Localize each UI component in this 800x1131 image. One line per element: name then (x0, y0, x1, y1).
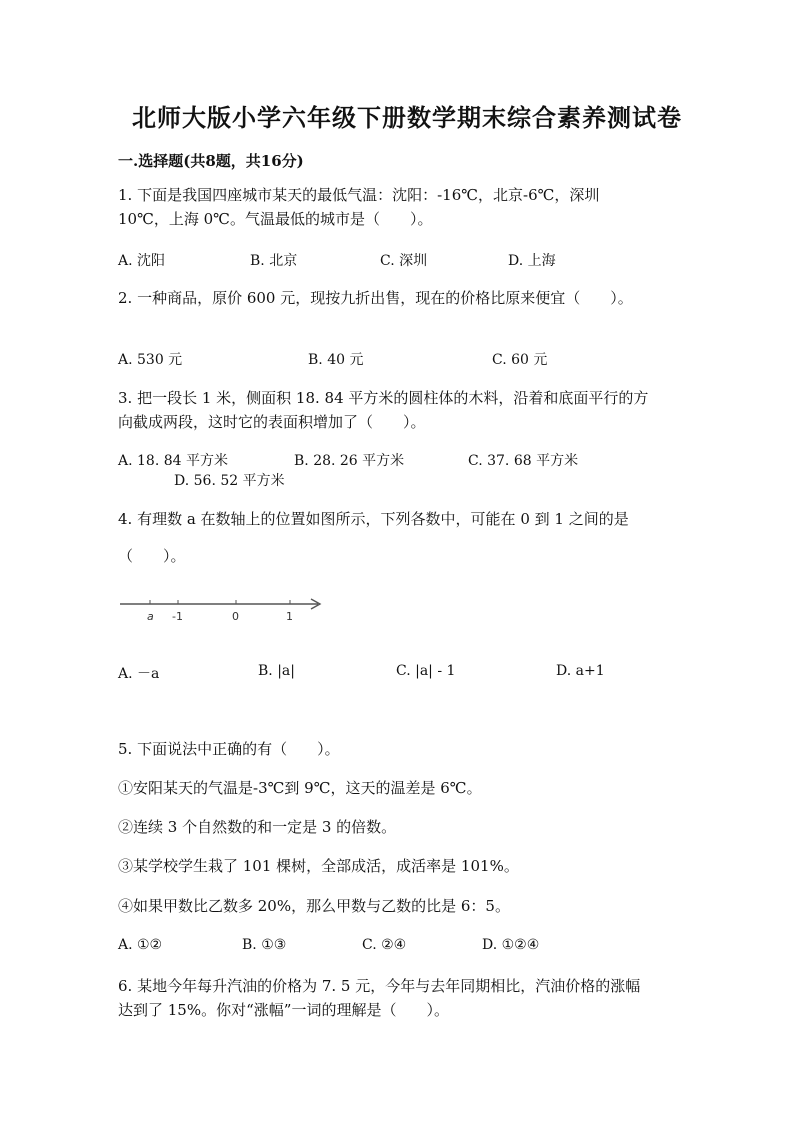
section-heading: 一.选择题(共8题，共16分) (118, 152, 304, 170)
q1-option-d[interactable]: D. 上海 (508, 253, 556, 269)
axis-label-0: 0 (232, 610, 239, 623)
q3-option-d[interactable]: D. 56. 52 平方米 (174, 473, 285, 489)
q5-statement-2: ②连续 3 个自然数的和一定是 3 的倍数。 (118, 818, 397, 836)
question-6-line-1: 6. 某地今年每升汽油的价格为 7. 5 元，今年与去年同期相比，汽油价格的涨幅 (118, 977, 641, 995)
q1-option-c[interactable]: C. 深圳 (380, 253, 428, 269)
q3-option-b[interactable]: B. 28. 26 平方米 (294, 453, 405, 469)
question-1-line-1: 1. 下面是我国四座城市某天的最低气温：沈阳：-16℃，北京-6℃，深圳 (118, 186, 600, 204)
question-3-line-1: 3. 把一段长 1 米，侧面积 18. 84 平方米的圆柱体的木料，沿着和底面平行的方 (118, 389, 649, 407)
question-3-line-2: 向截成两段，这时它的表面积增加了（ ）。 (118, 413, 426, 431)
q5-statement-1: ①安阳某天的气温是-3℃到 9℃，这天的温差是 6℃。 (118, 779, 482, 797)
question-1-line-2: 10℃，上海 0℃。气温最低的城市是（ ）。 (118, 210, 433, 228)
axis-label-1: 1 (286, 610, 293, 623)
q4-option-a[interactable]: A. －a (118, 666, 160, 682)
q4-option-d[interactable]: D. a+1 (556, 663, 605, 679)
axis-label-minus-1: -1 (172, 610, 183, 623)
q2-option-a[interactable]: A. 530 元 (118, 352, 183, 368)
page-title: 北师大版小学六年级下册数学期末综合素养测试卷 (132, 103, 682, 132)
q5-statement-4: ④如果甲数比乙数多 20%，那么甲数与乙数的比是 6：5。 (118, 897, 510, 915)
question-2-line-1: 2. 一种商品，原价 600 元，现按九折出售，现在的价格比原来便宜（ ）。 (118, 289, 633, 307)
q5-option-a[interactable]: A. ①② (118, 937, 163, 953)
q2-option-c[interactable]: C. 60 元 (492, 352, 548, 368)
number-line-figure (118, 594, 328, 626)
q1-option-b[interactable]: B. 北京 (250, 253, 298, 269)
question-6-line-2: 达到了 15%。你对“涨幅”一词的理解是（ ）。 (118, 1001, 449, 1019)
axis-label-a: a (147, 610, 154, 623)
q3-option-c[interactable]: C. 37. 68 平方米 (468, 453, 579, 469)
q5-statement-3: ③某学校学生栽了 101 棵树，全部成活，成活率是 101%。 (118, 857, 519, 875)
q4-option-c[interactable]: C. |a| - 1 (396, 663, 456, 679)
q4-option-b[interactable]: B. |a| (258, 663, 295, 679)
q5-option-d[interactable]: D. ①②④ (482, 937, 540, 953)
q5-option-b[interactable]: B. ①③ (242, 937, 287, 953)
question-4-line-2: （ ）。 (118, 547, 186, 565)
q3-option-a[interactable]: A. 18. 84 平方米 (118, 453, 228, 469)
q5-option-c[interactable]: C. ②④ (362, 937, 407, 953)
question-5-line-1: 5. 下面说法中正确的有（ ）。 (118, 740, 340, 758)
question-4-line-1: 4. 有理数 a 在数轴上的位置如图所示，下列各数中，可能在 0 到 1 之间的是 (118, 510, 629, 528)
q2-option-b[interactable]: B. 40 元 (308, 352, 364, 368)
q1-option-a[interactable]: A. 沈阳 (118, 253, 166, 269)
